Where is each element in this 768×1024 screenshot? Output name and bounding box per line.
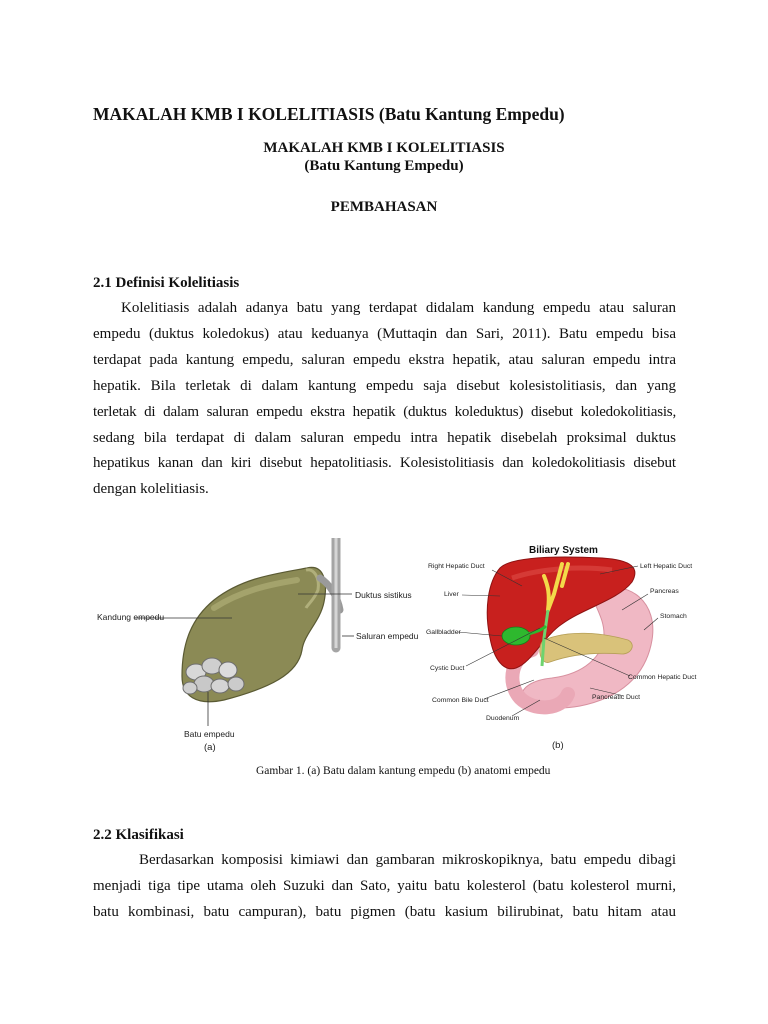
paragraph-line: terdapat pada kantung empedu, saluran empedu ekstra hepatik, atau saluran empedu intra (93, 351, 676, 368)
label-pancreatic-duct: Pancreatic Duct (592, 694, 640, 701)
label-right-hepatic-duct: Right Hepatic Duct (428, 563, 485, 570)
paragraph-definisi (93, 296, 676, 503)
label-stomach: Stomach (660, 613, 687, 620)
heading-klasifikasi: 2.2 Klasifikasi (93, 827, 184, 843)
anatomy-illustration (92, 538, 702, 763)
subtitle-line-1: MAKALAH KMB I KOLELITIASIS (263, 140, 505, 156)
label-batu-empedu: Batu empedu (184, 729, 235, 739)
paragraph-line: hepatik. Bila terletak di dalam kantung empedu saja disebut kolesistolitiasis, dan yang (93, 377, 676, 394)
paragraph-line: Kolelitiasis adalah adanya batu yang terdapat didalam kandung empedu atau saluran (121, 300, 676, 316)
paragraph-line: batu kombinasi, batu campuran), batu pigmen (batu kasium bilirubinat, batu hitam atau (93, 903, 676, 920)
label-cystic-duct: Cystic Duct (430, 665, 465, 672)
label-pancreas: Pancreas (650, 588, 679, 595)
paragraph-line: menjadi tiga tipe utama oleh Suzuki dan Sato, yaitu batu kolesterol (batu kolesterol murni, (93, 877, 676, 894)
paragraph-line: sedang bila terdapat di dalam saluran empedu intra hepatik disebelah proksimal duktus (93, 429, 676, 446)
label-saluran-empedu: Saluran empedu (356, 631, 419, 641)
anatomy-figure (92, 538, 702, 778)
heading-definisi: 2.1 Definisi Kolelitiasis (93, 275, 240, 291)
paragraph-line: dengan kolelitiasis. (93, 481, 209, 498)
subtitle-line-2: (Batu Kantung Empedu) (304, 158, 464, 174)
label-duktus-sistikus: Duktus sistikus (355, 590, 412, 600)
biliary-system-title: Biliary System (529, 545, 598, 556)
label-common-bile-duct: Common Bile Duct (432, 697, 489, 704)
biliary-system-illustration (426, 545, 696, 751)
label-duodenum: Duodenum (486, 715, 520, 722)
label-kandung-empedu: Kandung empedu (97, 612, 165, 622)
label-liver: Liver (444, 591, 459, 598)
label-common-hepatic-duct: Common Hepatic Duct (628, 674, 697, 681)
section-heading: PEMBAHASAN (330, 199, 438, 215)
paragraph-line: empedu (duktus koledokus) atau keduanya (Muttaqin dan Sari, 2011). Batu empedu bisa (93, 325, 676, 342)
paragraph-line: Berdasarkan komposisi kimiawi dan gambaran mikroskopiknya, batu empedu dibagi (139, 852, 676, 868)
paragraph-klasifikasi (93, 848, 676, 926)
figure-caption: Gambar 1. (a) Batu dalam kantung empedu (b) anatomi empedu (256, 765, 551, 777)
label-gallbladder: Gallbladder (426, 629, 461, 636)
panel-b-marker: (b) (552, 740, 564, 751)
main-title: MAKALAH KMB I KOLELITIASIS (Batu Kantung Empedu) (93, 104, 565, 124)
panel-a-marker: (a) (204, 742, 216, 753)
label-left-hepatic-duct: Left Hepatic Duct (640, 563, 693, 570)
paragraph-line: terletak di dalam saluran empedu ekstra hepatik (duktus koleduktus) disebut koledokolitiasis, (93, 403, 676, 420)
paragraph-line: hepatikus kanan dan kiri disebut hepatolitiasis. Kolesistolitiasis dan koledokolitiasis disebut (93, 455, 676, 472)
gallbladder-illustration (97, 538, 419, 753)
